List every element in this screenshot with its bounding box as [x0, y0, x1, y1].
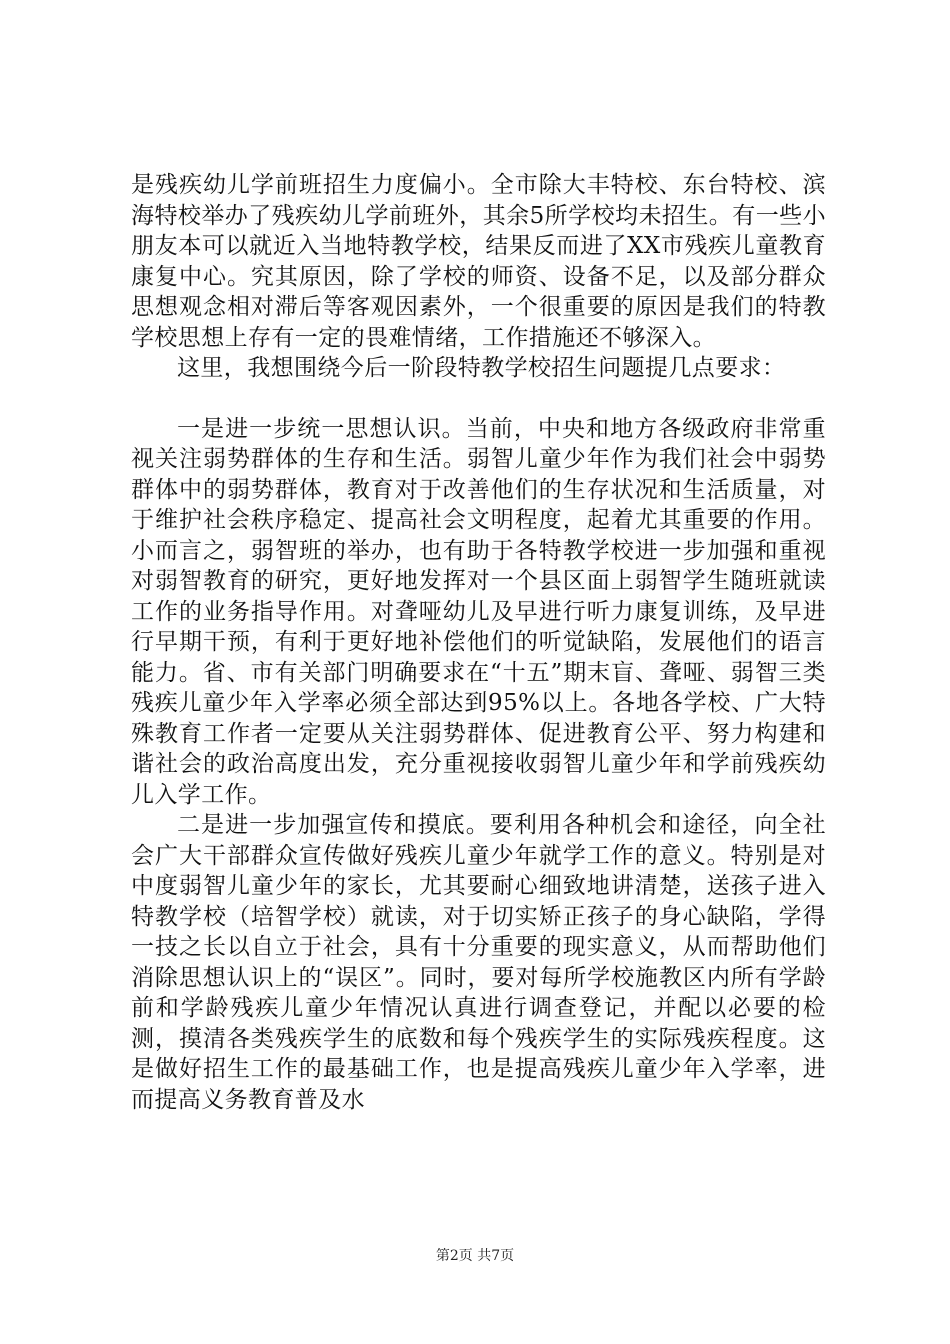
paragraph-intro: 这里，我想围绕今后一阶段特教学校招生问题提几点要求： [177, 355, 786, 381]
page-footer: 第2页 共7页 [435, 1248, 515, 1264]
paragraph-gap [131, 384, 826, 414]
document-body [131, 170, 826, 1115]
paragraph-point-one: 一是进一步统一思想认识。当前，中央和地方各级政府非常重视关注弱势群体的生存和生活。弱智儿童少年作为我们社会中弱势群体中的弱势群体，教育对于改善他们的生存状况和生活质量，对于维护社会秩序稳定、提高社会文明程度，起着尤其重要的作用。小而言之，弱智班的举办，也有助于各特教学校进一步加强和重视对弱智教育的研究，更好地发挥对一个县区面上弱智学生随班就读工作的业务指导作用。对聋哑幼儿及早进行听力康复训练，及早进行早期干预，有利于更好地补偿他们的听觉缺陷，发展他们的语言能力。省、市有关部门明确要求在“十五”期末盲、聋哑、弱智三类残疾儿童少年入学率必须全部达到95%以上。各地各学校、广大特殊教育工作者一定要从关注弱势群体、促进教育公平、努力构建和谐社会的政治高度出发，充分重视接收弱智儿童少年和学前残疾幼儿入学工作。 [131, 415, 826, 808]
paragraph-point-two: 二是进一步加强宣传和摸底。要利用各种机会和途径，向全社会广大干部群众宣传做好残疾儿童少年就学工作的意义。特别是对中度弱智儿童少年的家长，尤其要耐心细致地讲清楚，送孩子进入特教学校（培智学校）就读，对于切实矫正孩子的身心缺陷，学得一技之长以自立于社会，具有十分重要的现实意义，从而帮助他们消除思想认识上的“误区”。同时，要对每所学校施教区内所有学龄前和学龄残疾儿童少年情况认真进行调查登记，并配以必要的检测，摸清各类残疾学生的底数和每个残疾学生的实际残疾程度。这是做好招生工作的最基础工作，也是提高残疾儿童少年入学率，进而提高义务教育普及水 [131, 812, 826, 1113]
paragraph-continuation: 是残疾幼儿学前班招生力度偏小。全市除大丰特校、东台特校、滨海特校举办了残疾幼儿学前班外，其余5所学校均未招生。有一些小朋友本可以就近入当地特教学校，结果反而进了XX市残疾儿童教育康复中心。究其原因，除了学校的师资、设备不足，以及部分群众思想观念相对滞后等客观因素外，一个很重要的原因是我们的特教学校思想上存有一定的畏难情绪，工作措施还不够深入。 [131, 172, 826, 351]
